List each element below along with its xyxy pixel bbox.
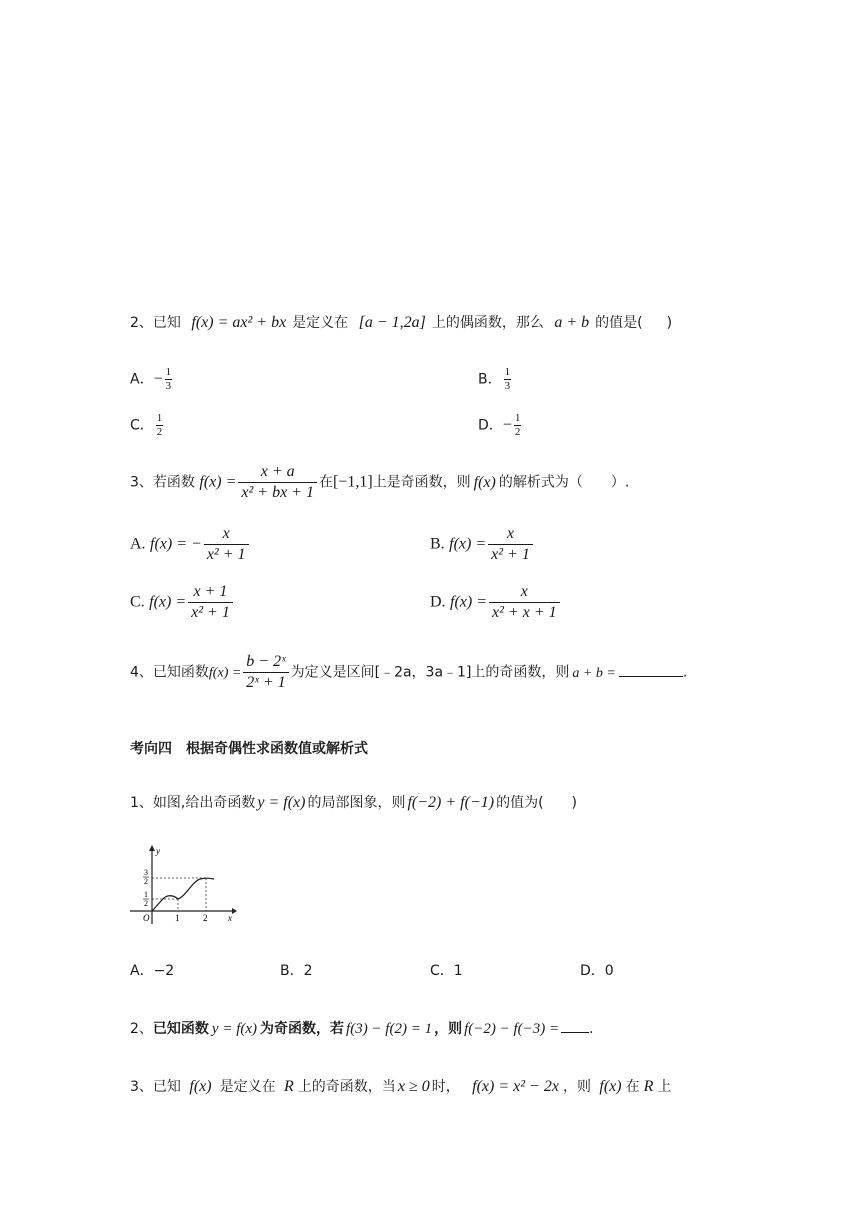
q3-option-c: C. f(x) = $\frac{x + 1}{\text{x² + 1}}$: [130, 582, 235, 623]
q3-number: 3、: [130, 474, 153, 491]
q2-option-b: B． $\frac{1}{3}$: [478, 366, 511, 392]
graph-tick-1: 1: [175, 913, 180, 923]
q2-number: 2、: [130, 315, 153, 331]
q2-option-b-fraction: $\frac{1}{3}$: [504, 366, 511, 392]
q4-number: 4、: [130, 664, 153, 681]
q2-stem: 2、已知 f(x) = ax² + bx 是定义在 [a − 1,2a] 上的偶函数，那么 a + b 的值是( ): [130, 314, 673, 331]
graph-y-arrow-icon: [149, 845, 155, 851]
q2-option-a-fraction: $\frac{1}{3}$: [165, 366, 172, 392]
q2-option-d-fraction: $\frac{1}{2}$: [514, 412, 521, 438]
q3-function-fraction: $\frac{x + a}{\text{x² + bx + 1}}$: [238, 462, 317, 503]
s1-stem: 1、如图,给出奇函数 y = f(x) 的局部图象，则 f(−2) + f(−1) 的值为( ): [130, 794, 578, 811]
q2-option-a: A．− $\frac{1}{3}$: [130, 366, 172, 392]
s1-option-c: C．1: [430, 963, 463, 979]
graph-x-arrow-icon: [232, 908, 237, 914]
s1-number: 1、: [130, 795, 153, 811]
section-title: 考向四 根据奇偶性求函数值或解析式: [130, 741, 368, 757]
s1-option-b: B．2: [280, 963, 313, 979]
graph-y-top-den: 2: [144, 877, 148, 886]
q2-option-c-fraction: $\frac{1}{2}$: [156, 412, 163, 438]
s3-number: 3、: [130, 1079, 153, 1095]
s2-answer-blank[interactable]: [561, 1031, 589, 1033]
q3-interval: [−1,1]: [332, 473, 373, 491]
q3-option-b: B. f(x) = $\frac{x}{\text{x² + 1}}$: [430, 524, 535, 565]
q4-function-fraction: $\frac{\text{b − 2ˣ}}{\text{2ˣ + 1}}$: [243, 652, 288, 693]
q2-option-c: C． $\frac{1}{2}$: [130, 412, 163, 438]
graph-tick-2: 2: [203, 913, 208, 923]
graph-y-low-den: 2: [144, 899, 148, 908]
q2-sum-expr: a + b: [554, 314, 590, 331]
q4-answer-blank[interactable]: [619, 675, 683, 677]
s1-option-d: D．0: [580, 963, 614, 979]
s2-stem: 2、已知函数 y = f(x) 为奇函数，若 f(3) − f(2) = 1 ，则 f(−2) − f(−3) = .: [130, 1021, 594, 1037]
q3-option-a: A. f(x) = − $\frac{x}{\text{x² + 1}}$: [130, 524, 251, 565]
q2-option-d: D．− $\frac{1}{2}$: [478, 412, 521, 438]
s1-option-a: A．−2: [130, 963, 175, 979]
q4-stem: 4、已知函数f(x) = $\frac{\text{b − 2ˣ}}{\text{2ˣ + 1}}$ 为定义是区间[﹣2a，3a﹣1]上的奇函数，则 a + b = .: [130, 653, 688, 691]
q3-option-d: D. f(x) = $\frac{x}{\text{x² + x + 1}}$: [430, 582, 562, 623]
q2-function-expr: f(x) = ax² + bx: [191, 314, 287, 331]
s3-stem: 3、已知 f(x) 是定义在 R 上的奇函数，当 x ≥ 0 时， f(x) = x² − 2x ，则 f(x) 在 R 上: [130, 1078, 672, 1095]
graph-y-top-num: 3: [144, 868, 148, 877]
graph-origin: O: [143, 913, 150, 923]
graph-curve: [152, 878, 214, 911]
s1-graph: [128, 844, 238, 926]
q3-stem: 3、若函数 f(x) = $\frac{x + a}{\text{x² + bx + 1}}$ 在[−1,1]上是奇函数，则 f(x) 的解析式为（ ）.: [130, 463, 630, 501]
q2-interval: [a − 1,2a]: [358, 314, 426, 331]
s2-number: 2、: [130, 1021, 153, 1037]
graph-x-label: x: [228, 913, 232, 923]
graph-y-low-num: 1: [144, 890, 148, 899]
graph-y-label: y: [156, 846, 160, 856]
